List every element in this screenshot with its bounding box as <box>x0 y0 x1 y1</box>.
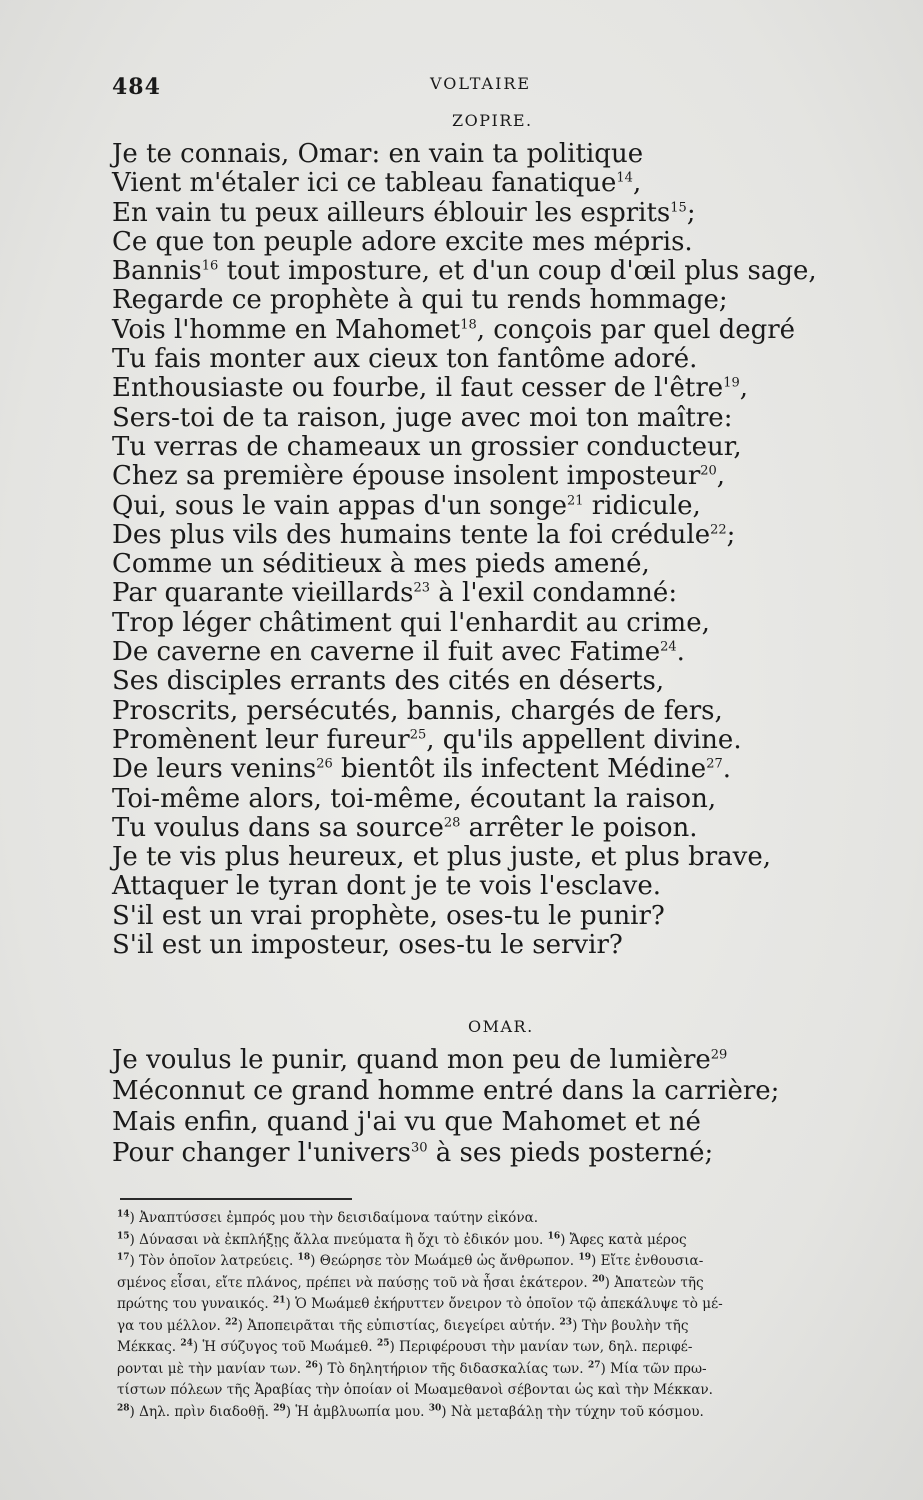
zopire-verse-line: Je te vis plus heureux, et plus juste, et plus brave, <box>112 842 771 873</box>
zopire-verse-line: Trop léger châtiment qui l'enhardit au crime, <box>112 607 710 638</box>
zopire-verse-line: Tu verras de chameaux un grossier conducteur, <box>112 431 742 462</box>
running-title: VOLTAIRE <box>430 74 532 93</box>
zopire-verse-line: En vain tu peux ailleurs éblouir les esprits$^{15}$; <box>112 197 696 228</box>
footnote-line: Μέκκας. $^{24}$) Ἡ σύζυγος τοῦ Μωάμεθ. $^{25}$) Περιφέρουσι τὴν μανίαν των, δηλ. περιφέ- <box>117 1338 693 1355</box>
omar-verse-line: Je voulus le punir, quand mon peu de lumière$^{29}$ <box>112 1045 728 1075</box>
footnote-ref: 20 <box>700 463 717 479</box>
zopire-verse-line: De caverne en caverne il fuit avec Fatime$^{24}$. <box>112 637 685 668</box>
footnote-ref: 18 <box>460 317 477 333</box>
footnote-line: γα του μέλλον. $^{22}$) Ἀποπειρᾶται τῆς εὐπιστίας, διεγείρει αὐτήν. $^{23}$) Τὴν βουλὴν τῆς <box>117 1316 689 1334</box>
zopire-verse-line: Je te connais, Omar: en vain ta politique <box>112 139 644 169</box>
footnote-ref: 25 <box>409 727 427 743</box>
zopire-verse-line: Des plus vils des humains tente la foi crédule$^{22}$; <box>112 519 736 550</box>
footnote-line: ρονται μὲ τὴν μανίαν των. $^{26}$) Τὸ δηλητήριον τῆς διδασκαλίας των. $^{27}$) Μία τῶν πρω- <box>117 1359 707 1377</box>
zopire-verse-line: Tu fais monter aux cieux ton fantôme adoré. <box>112 344 698 375</box>
zopire-verse-line: Toi-même alors, toi-même, écoutant la raison, <box>112 783 717 814</box>
zopire-verse-line: Attaquer le tyran dont je te vois l'esclave. <box>112 871 661 902</box>
zopire-verse-line: Promènent leur fureur$^{25}$, qu'ils appellent divine. <box>112 724 742 755</box>
page-number: 484 <box>112 74 161 100</box>
footnote-line: τίστων πόλεων τῆς Ἀραβίας τὴν ὁποίαν οἱ Μωαμεθανοὶ σέβονται ὡς καὶ τὴν Μέκκαν. <box>117 1382 713 1398</box>
zopire-verse-line: Proscrits, persécutés, bannis, chargés de fers, <box>112 695 723 726</box>
footnote-line: σμένος εἶσαι, εἴτε πλάνος, πρέπει νὰ παύσῃς τοῦ νὰ ἦσαι ἑκάτερον. $^{20}$) Ἀπατεὼν τῆς <box>117 1273 704 1291</box>
zopire-verse-line: Ce que ton peuple adore excite mes mépris. <box>112 226 693 257</box>
zopire-verse-line: Tu voulus dans sa source$^{28}$ arrêter le poison. <box>112 812 698 843</box>
zopire-verse-line: S'il est un vrai prophète, oses-tu le punir? <box>112 900 665 931</box>
zopire-verse-line: Vient m'étaler ici ce tableau fanatique$^{14}$, <box>112 168 642 199</box>
footnote-ref: 14 <box>616 170 633 186</box>
footnote-line: $^{28}$) Δηλ. πρὶν διαδοθῇ. $^{29}$) Ἡ ἀμβλυωπία μου. $^{30}$) Νὰ μεταβάλῃ τὴν τύχην τοῦ κόσμου. <box>117 1402 704 1420</box>
zopire-verse-line: Vois l'homme en Mahomet$^{18}$, conçois par quel degré <box>112 314 796 345</box>
zopire-verse-line: Regarde ce prophète à qui tu rends hommage; <box>112 285 728 316</box>
omar-verse-line: Méconnut ce grand homme entré dans la carrière; <box>112 1076 780 1106</box>
zopire-verse-line: S'il est un imposteur, oses-tu le servir? <box>112 930 623 961</box>
footnote-line: $^{14}$) Ἀναπτύσσει ἐμπρός μου τὴν δεισιδαίμονα ταύτην εἰκόνα. <box>117 1209 539 1226</box>
footnote-ref: 23 <box>413 580 430 596</box>
footnote-rule <box>120 1198 352 1200</box>
footnote-ref: 16 <box>201 258 219 274</box>
footnote-ref: 26 <box>316 756 333 772</box>
zopire-verse-line: Qui, sous le vain appas d'un songe$^{21}$ ridicule, <box>112 490 701 521</box>
verse-block-zopire <box>112 140 832 960</box>
footnote-ref: 30 <box>410 1140 428 1156</box>
footnote-ref: 21 <box>566 492 584 508</box>
zopire-verse-line: Ses disciples errants des cités en déserts, <box>112 666 665 697</box>
footnote-ref: 28 <box>443 815 461 831</box>
zopire-verse-line: De leurs venins$^{26}$ bientôt ils infectent Médine$^{27}$. <box>112 754 732 785</box>
zopire-verse-line: Chez sa première épouse insolent imposteur$^{20}$, <box>112 461 726 492</box>
speaker-omar: OMAR. <box>468 1017 534 1036</box>
verse-block-omar <box>112 1045 832 1169</box>
zopire-verse-line: Sers-toi de ta raison, juge avec moi ton maître: <box>112 402 733 433</box>
footnote-ref: 29 <box>710 1047 728 1063</box>
footnote-line: πρώτης του γυναικός. $^{21}$) Ὁ Μωάμεθ ἐκήρυττεν ὄνειρον τὸ ὁποῖον τῷ ἀπεκάλυψε τὸ μέ- <box>117 1295 723 1312</box>
zopire-verse-line: Enthousiaste ou fourbe, il faut cesser de l'être$^{19}$, <box>112 373 749 404</box>
speaker-zopire: ZOPIRE. <box>452 111 533 130</box>
omar-verse-line: Mais enfin, quand j'ai vu que Mahomet et né <box>112 1107 701 1137</box>
footnote-ref: 19 <box>723 375 740 391</box>
zopire-verse-line: Par quarante vieillards$^{23}$ à l'exil condamné: <box>112 578 678 609</box>
footnote-ref: 22 <box>710 522 727 538</box>
omar-verse-line: Pour changer l'univers$^{30}$ à ses pieds posterné; <box>112 1138 714 1168</box>
footnote-line: $^{17}$) Τὸν ὁποῖον λατρεύεις. $^{18}$) Θεώρησε τὸν Μωάμεθ ὡς ἄνθρωπον. $^{19}$) Εἴτε ἐνθουσια- <box>117 1252 704 1269</box>
footnote-line: $^{15}$) Δύνασαι νὰ ἐκπλήξῃς ἄλλα πνεύματα ἢ ὄχι τὸ ἐδικόν μου. $^{16}$) Ἄφες κατὰ μέρος <box>117 1230 687 1248</box>
footnote-ref: 15 <box>670 199 687 215</box>
footnotes <box>117 1208 889 1423</box>
zopire-verse-line: Bannis$^{16}$ tout imposture, et d'un coup d'œil plus sage, <box>112 256 817 287</box>
footnote-ref: 27 <box>706 756 723 772</box>
zopire-verse-line: Comme un séditieux à mes pieds amené, <box>112 549 650 580</box>
footnote-ref: 24 <box>660 639 677 655</box>
